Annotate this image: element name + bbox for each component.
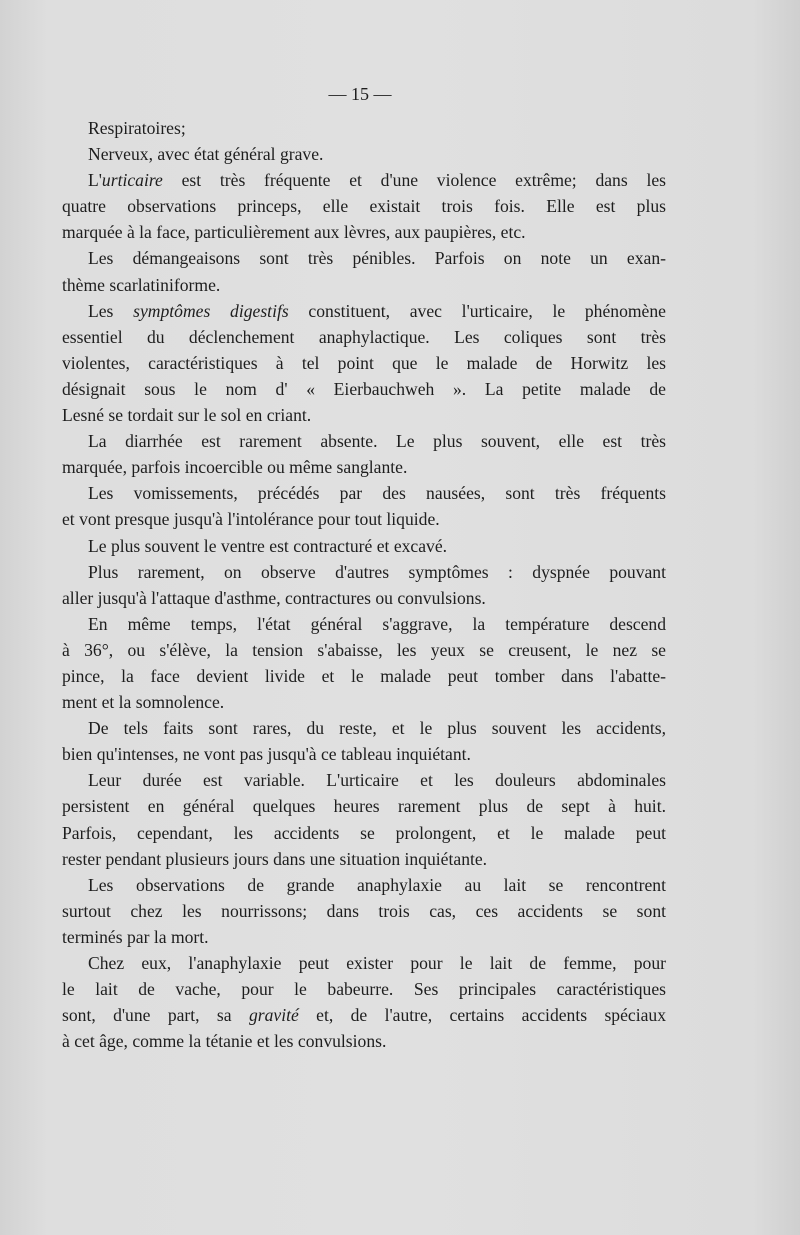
italic-term: gravité bbox=[248, 1005, 299, 1026]
text-line bbox=[62, 376, 666, 402]
line-text: Le plus souvent le ventre est contracturé et excavé. bbox=[88, 535, 448, 556]
text-line bbox=[62, 741, 666, 767]
text-line bbox=[62, 689, 666, 715]
line-text: essentiel du déclenchement anaphylactique. Les coliques sont très bbox=[62, 326, 666, 347]
line-text: et vont presque jusqu'à l'intolérance pour tout liquide. bbox=[62, 509, 440, 530]
line-text: sont, d'une part, sa bbox=[62, 1005, 249, 1026]
text-line bbox=[62, 611, 666, 637]
body-text bbox=[62, 115, 666, 1054]
text-line bbox=[62, 872, 666, 898]
text-line bbox=[62, 559, 666, 585]
line-text: est très fréquente et d'une violence extrême; dans les bbox=[162, 170, 666, 191]
line-text: surtout chez les nourrissons; dans trois cas, ces accidents se sont bbox=[62, 900, 666, 921]
line-text: thème scarlatiniforme. bbox=[62, 274, 221, 295]
line-text: marquée à la face, particulièrement aux lèvres, aux paupières, etc. bbox=[62, 222, 526, 243]
text-line bbox=[62, 1028, 666, 1054]
line-text: quatre observations princeps, elle existait trois fois. Elle est plus bbox=[62, 196, 666, 217]
line-text: constituent, avec l'urticaire, le phénomène bbox=[288, 300, 666, 321]
line-text: violentes, caractéristiques à tel point que le malade de Horwitz les bbox=[62, 352, 666, 373]
text-line bbox=[62, 1002, 666, 1028]
text-line bbox=[62, 506, 666, 532]
text-line bbox=[62, 324, 666, 350]
line-text: Plus rarement, on observe d'autres symptômes : dyspnée pouvant bbox=[88, 561, 666, 582]
line-text: Les vomissements, précédés par des nausées, sont très fréquents bbox=[88, 483, 666, 504]
line-text: Chez eux, l'anaphylaxie peut exister pour le lait de femme, pour bbox=[88, 953, 666, 973]
text-line bbox=[62, 820, 666, 846]
text-line bbox=[62, 167, 666, 193]
text-line bbox=[62, 767, 666, 793]
italic-term: symptômes digestifs bbox=[133, 300, 289, 321]
text-line bbox=[62, 245, 666, 271]
line-text: terminés par la mort. bbox=[62, 926, 209, 947]
line-text: De tels faits sont rares, du reste, et le plus souvent les accidents, bbox=[88, 718, 666, 739]
line-text: La diarrhée est rarement absente. Le plus souvent, elle est très bbox=[88, 431, 666, 452]
line-text: Nerveux, avec état général grave. bbox=[88, 144, 324, 165]
line-text: et, de l'autre, certains accidents spéciaux bbox=[298, 1005, 666, 1026]
line-text: persistent en général quelques heures rarement plus de sept à huit. bbox=[62, 796, 666, 817]
text-line bbox=[62, 193, 666, 219]
line-text: pince, la face devient livide et le malade peut tomber dans l'abatte- bbox=[62, 665, 666, 686]
line-text: En même temps, l'état général s'aggrave, la température descend bbox=[88, 613, 666, 634]
text-line bbox=[62, 141, 666, 167]
text-line bbox=[62, 115, 666, 141]
text-line bbox=[62, 976, 666, 1002]
text-line bbox=[62, 298, 666, 324]
text-line bbox=[62, 585, 666, 611]
text-line bbox=[62, 480, 666, 506]
line-text: Les démangeaisons sont très pénibles. Parfois on note un exan- bbox=[88, 248, 666, 269]
text-line bbox=[62, 350, 666, 376]
line-text: à cet âge, comme la tétanie et les convulsions. bbox=[62, 1031, 387, 1052]
text-line bbox=[62, 533, 666, 559]
line-text: à 36°, ou s'élève, la tension s'abaisse, les yeux se creusent, le nez se bbox=[62, 639, 666, 660]
line-text: le lait de vache, pour le babeurre. Ses principales caractéristiques bbox=[62, 979, 666, 1000]
line-text: désignait sous le nom d' « Eierbauchweh ». La petite malade de bbox=[62, 378, 666, 399]
line-text: ment et la somnolence. bbox=[62, 692, 225, 713]
line-text: L' bbox=[88, 170, 102, 191]
page-number: — 15 — bbox=[328, 84, 392, 104]
text-line bbox=[62, 272, 666, 298]
line-text: aller jusqu'à l'attaque d'asthme, contractures ou convulsions. bbox=[62, 587, 486, 608]
text-line bbox=[62, 924, 666, 950]
text-line bbox=[62, 663, 666, 689]
line-text: bien qu'intenses, ne vont pas jusqu'à ce tableau inquiétant. bbox=[62, 744, 471, 765]
line-text: Lesné se tordait sur le sol en criant. bbox=[62, 405, 312, 426]
line-text: Les bbox=[88, 300, 134, 321]
text-line bbox=[62, 637, 666, 663]
line-text: Parfois, cependant, les accidents se prolongent, et le malade peut bbox=[62, 822, 666, 843]
text-line bbox=[62, 454, 666, 480]
text-line bbox=[62, 793, 666, 819]
line-text: Leur durée est variable. L'urticaire et les douleurs abdominales bbox=[88, 770, 666, 791]
line-text: marquée, parfois incoercible ou même sanglante. bbox=[62, 457, 408, 478]
text-line bbox=[62, 715, 666, 741]
text-line bbox=[62, 428, 666, 454]
line-text: Les observations de grande anaphylaxie au lait se rencontrent bbox=[88, 874, 666, 895]
line-text: rester pendant plusieurs jours dans une situation inquiétante. bbox=[62, 848, 488, 869]
text-line bbox=[62, 898, 666, 924]
text-line bbox=[62, 950, 666, 976]
text-line bbox=[62, 402, 666, 428]
line-text: Respiratoires; bbox=[88, 118, 186, 138]
text-line bbox=[62, 219, 666, 245]
italic-term: urticaire bbox=[101, 170, 163, 191]
text-line bbox=[62, 846, 666, 872]
